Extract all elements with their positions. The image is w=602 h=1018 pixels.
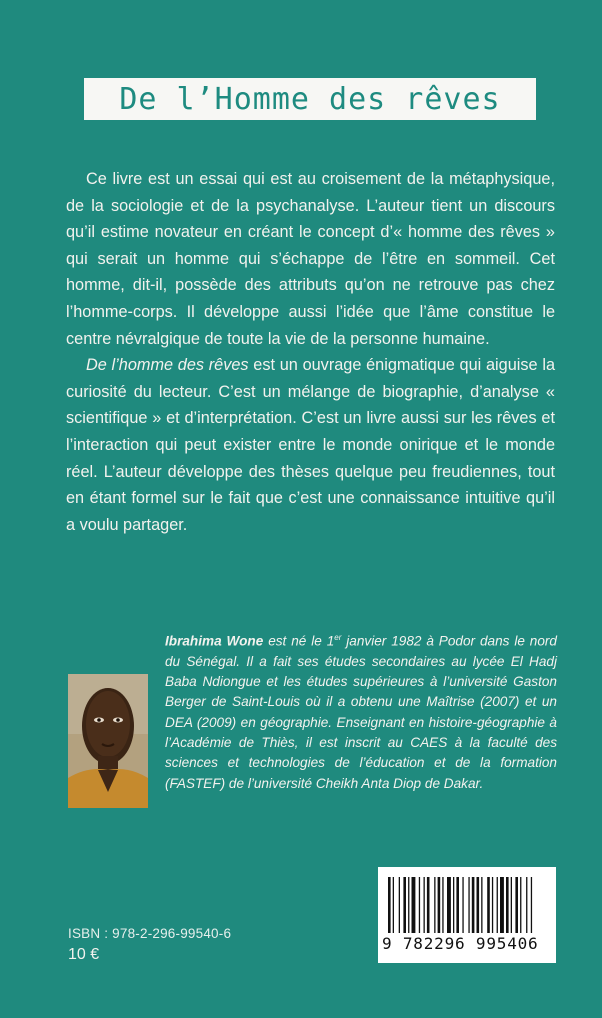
author-photo [68, 674, 148, 808]
barcode-icon [388, 877, 546, 933]
book-title: De l’Homme des rêves [119, 81, 501, 117]
bio-text: janvier 1982 à Podor dans le nord du Sénégal. Il a fait ses études secondaires au lycée El Hadj Baba Ndiongue et les études supérieures à l’université Gaston Berger de Saint-Louis où il a obtenu une Maîtrise (2007) et un DEA (2009) en géographie. Enseignant en histoire-géographie à l’Académie de Thiès, il est inscrit au CAES à la faculté des sciences et technologies de l’éducation et de la formation (FASTEF) de l’université Cheikh Anta Diop de Dakar. [165, 633, 557, 791]
bio-superscript: er [334, 633, 342, 642]
blurb-paragraph-2-text: est un ouvrage énigmatique qui aiguise la curiosité du lecteur. C’est un mélange de biographie, d’analyse « scientifique » et d’interprétation. C’est un livre aussi sur les rêves et l’interaction qui peut exister entre le monde onirique et le monde réel. L’auteur développe des thèses quelque peu freudiennes, tout en étant formel sur le fait que c’est une connaissance intuitive qu’il a voulu partager. [66, 356, 555, 534]
blurb-paragraph-2 [66, 352, 555, 538]
author-bio [165, 628, 557, 794]
barcode-digits: 9 782296 995406 [382, 934, 539, 953]
author-name: Ibrahima Wone [165, 633, 264, 649]
author-portrait-icon [68, 674, 148, 808]
price: 10 € [68, 946, 100, 963]
isbn: ISBN : 978-2-296-99540-6 [68, 926, 232, 941]
title-banner [84, 78, 536, 120]
blurb-text [66, 166, 555, 538]
blurb-book-title: De l’homme des rêves [86, 356, 249, 375]
barcode [378, 867, 556, 963]
blurb-paragraph-1: Ce livre est un essai qui est au croisement de la métaphysique, de la sociologie et de la psychanalyse. L’auteur tient un discours qu’il estime novateur en créant le concept d’« homme des rêves » qui serait un homme qui s’échappe de l’être en sommeil. Cet homme, dit-il, possède des attributs qu’on ne retrouve pas chez l’homme-corps. Il développe aussi l’idée que l’âme constitue le centre névralgique de toute la vie de la personne humaine. [66, 170, 555, 348]
bio-text-start: est né le 1 [263, 633, 335, 649]
